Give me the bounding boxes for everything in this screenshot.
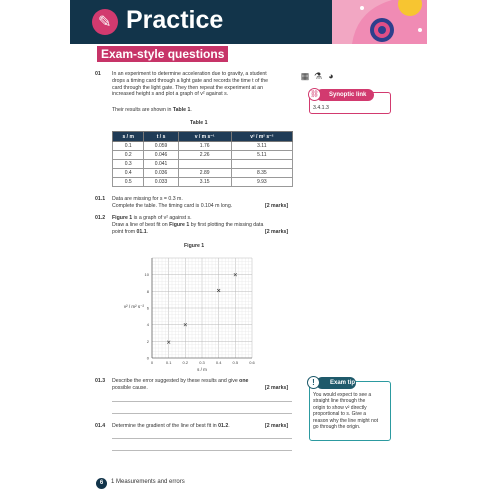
answer-line[interactable] <box>112 401 292 402</box>
table-cell: 0.2 <box>113 151 144 160</box>
tip-line: go through the origin. <box>313 424 361 431</box>
table-cell: 0.059 <box>144 142 178 151</box>
table-reference: Table 1 <box>172 107 191 113</box>
table-cell: 0.033 <box>144 178 178 187</box>
question-text-part: Describe the error suggested by these results and give <box>112 378 240 384</box>
table-cell: 8.35 <box>231 169 292 178</box>
column-header: v / m s⁻¹ <box>178 132 231 142</box>
table-cell: 3.15 <box>178 178 231 187</box>
y-tick-label: 0 <box>146 355 149 361</box>
y-tick-label: 10 <box>144 272 149 278</box>
flask-icon: ⚗ <box>313 71 323 81</box>
x-tick-label: 0 <box>150 360 154 365</box>
question-reference: 01.1 <box>136 229 147 235</box>
calculator-icon: ▦ <box>300 71 310 81</box>
table-cell: 9.93 <box>231 178 292 187</box>
intro-line: increased height s and plot a graph of v² against s. <box>112 91 229 98</box>
y-tick-label: 6 <box>146 305 149 311</box>
column-header: s / m <box>113 132 144 142</box>
scatter-chart[interactable] <box>120 250 270 375</box>
question-text-part: . <box>146 229 149 235</box>
answer-line[interactable] <box>112 450 292 451</box>
y-tick-label: 4 <box>146 322 149 328</box>
question-text-part: Determine the gradient of the line of best fit in <box>112 423 219 429</box>
synoptic-reference[interactable]: 3.4.1.3 <box>313 105 329 111</box>
section-heading: Exam-style questions <box>97 46 228 62</box>
table-cell-blank[interactable] <box>178 160 231 169</box>
table-row <box>113 151 293 160</box>
synoptic-link-title: Synoptic link <box>316 89 374 101</box>
table-cell: 0.1 <box>113 142 144 151</box>
table-cell: 2.89 <box>178 169 231 178</box>
question-text <box>112 215 192 222</box>
intro-line: In an experiment to determine acceleration due to gravity, a student <box>112 71 267 77</box>
table-cell: 2.26 <box>178 151 231 160</box>
y-axis-label: v² / m² s⁻² <box>123 304 144 309</box>
x-tick-label: 0.6 <box>249 360 255 365</box>
header-banner <box>70 0 427 44</box>
tip-line: straight line through the <box>313 398 366 405</box>
question-text <box>112 423 230 430</box>
results-text-end: . <box>190 107 192 113</box>
table-cell: 0.036 <box>144 169 178 178</box>
intro-line: card through the light gate. They then repeat the experiment at an <box>112 84 264 91</box>
question-text <box>112 229 148 236</box>
pencil-icon: ✎ <box>92 9 118 35</box>
figure-caption: Figure 1 <box>184 243 205 249</box>
question-text: Data are missing for s = 0.3 m. <box>112 196 183 202</box>
table-caption: Table 1 <box>190 120 208 126</box>
question-text-part: Draw a line of best fit on <box>112 222 170 228</box>
table-cell: 1.76 <box>178 142 231 151</box>
question-text <box>112 222 263 229</box>
table-row <box>113 142 293 151</box>
table-cell: 0.3 <box>113 160 144 169</box>
answer-line[interactable] <box>112 438 292 439</box>
figure-reference: Figure 1 <box>169 222 190 228</box>
x-tick-label: 0.3 <box>199 360 205 365</box>
emphasis-text: one <box>239 378 249 384</box>
column-header: v² / m² s⁻² <box>231 132 292 142</box>
results-table <box>112 131 293 187</box>
page-number: 6 <box>96 478 107 489</box>
x-axis-label: s / m <box>197 367 207 372</box>
table-cell: 0.4 <box>113 169 144 178</box>
table-cell: 0.046 <box>144 151 178 160</box>
decorative-sun-graphic <box>332 0 427 44</box>
question-intro <box>112 71 297 98</box>
question-text: Complete the table. The timing card is 0.104 m long. <box>112 203 233 209</box>
question-text-part: point from <box>112 229 137 235</box>
x-tick-label: 0.4 <box>215 360 222 365</box>
marks-label: [2 marks] <box>265 423 289 429</box>
tip-line: reason why the line might not <box>313 417 379 424</box>
table-cell: 0.041 <box>144 160 178 169</box>
chart-grid <box>152 258 252 358</box>
y-tick-label: 2 <box>146 338 149 344</box>
intro-line: drops a timing card through a light gate and records the time t of the <box>112 77 269 84</box>
results-sentence <box>112 107 192 114</box>
question-text-part: . <box>228 423 230 429</box>
table-cell: 5.11 <box>231 151 292 160</box>
question-text <box>112 378 248 385</box>
chart-ticks <box>145 272 256 365</box>
question-number: 01.4 <box>95 423 106 429</box>
table-row <box>113 160 293 169</box>
marks-label: [2 marks] <box>265 385 289 391</box>
question-text-part: by first plotting the missing data <box>189 222 264 228</box>
tip-line: proportional to s. Give a <box>313 411 367 418</box>
table-cell: 3.11 <box>231 142 292 151</box>
question-text: possible cause. <box>112 385 148 391</box>
marks-label: [2 marks] <box>265 229 289 235</box>
question-number: 01 <box>95 71 101 77</box>
page-title: Practice <box>126 6 224 34</box>
column-header: t / s <box>144 132 178 142</box>
question-text-part: is a graph of v² against s. <box>132 215 192 221</box>
x-tick-label: 0.1 <box>165 360 172 365</box>
table-header-row <box>113 132 293 142</box>
exclamation-icon: ! <box>307 376 320 389</box>
table-cell: 0.5 <box>113 178 144 187</box>
figure-reference: Figure 1 <box>112 215 133 221</box>
results-text: Their results are shown in <box>112 107 173 113</box>
icon-strip <box>300 71 336 81</box>
question-reference: 01.2 <box>218 423 229 429</box>
exam-tip-title: Exam tip <box>316 377 356 389</box>
link-icon: ⛓ <box>308 88 321 101</box>
pie-chart-icon: ◕ <box>328 71 334 81</box>
tip-line: You would expect to see a <box>313 392 372 398</box>
exam-tip-text <box>313 392 391 430</box>
tip-line: origin to show v² directly <box>313 404 367 411</box>
x-tick-label: 0.2 <box>182 360 189 365</box>
question-number: 01.3 <box>95 378 106 384</box>
chapter-title: 1 Measurements and errors <box>111 479 185 485</box>
question-number: 01.2 <box>95 215 106 221</box>
table-row <box>113 178 293 187</box>
y-tick-label: 8 <box>146 288 149 294</box>
marks-label: [2 marks] <box>265 203 289 209</box>
answer-line[interactable] <box>112 413 292 414</box>
x-tick-label: 0.5 <box>232 360 239 365</box>
question-number: 01.1 <box>95 196 106 202</box>
table-row <box>113 169 293 178</box>
table-cell-blank[interactable] <box>231 160 292 169</box>
